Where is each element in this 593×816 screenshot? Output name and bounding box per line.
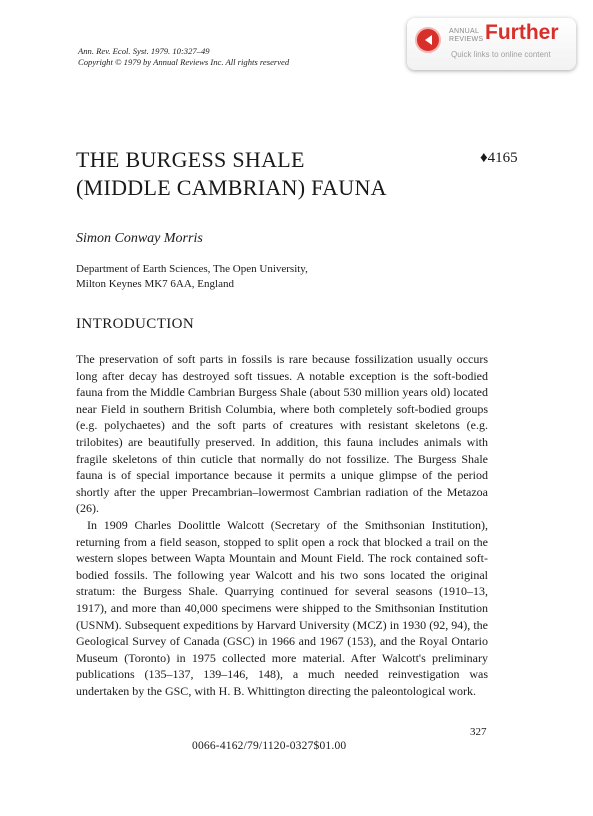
article-title (76, 146, 387, 202)
page-number: 327 (470, 726, 487, 738)
body-text (76, 351, 488, 699)
paragraph-2: In 1909 Charles Doolittle Walcott (Secretary of the Smithsonian Institution), returning from a field season, stopped to split open a rock that blocked a trail on the western slopes between Wapta Mountain and Mount Field. The rock contained soft-bodied fossils. The following year Walcott and his two sons located the original stratum: the Burgess Shale. Quarrying continued for several seasons (1910–13, 1917), and more than 40,000 specimens were shipped to the Smithsonian Institution (USNM). Subsequent expeditions by Harvard University (MCZ) in 1930 (92, 94), the Geological Survey of Canada (GSC) in 1966 and 1967 (153), and the Royal Ontario Museum (Toronto) in 1975 collected more material. After Walcott's preliminary publications (135–137, 139–146, 148), a much needed reinvestigation was undertaken by the GSC, with H. B. Whittington directing the paleontological work. (76, 517, 488, 698)
section-heading: INTRODUCTION (76, 316, 195, 332)
title-line-1: THE BURGESS SHALE (76, 147, 305, 172)
journal-citation (78, 46, 289, 68)
title-line-2: (MIDDLE CAMBRIAN) FAUNA (76, 175, 387, 200)
author-affiliation (76, 262, 308, 292)
article-code: ♦4165 (480, 150, 518, 166)
paragraph-1: The preservation of soft parts in fossils is rare because fossilization usually occurs long after decay has destroyed soft tissues. A notable exception is the soft-bodied fauna from the Middle Cambrian Burgess Shale (about 530 million years old) located near Field in southern British Columbia, where both completely soft-bodied groups (e.g. polychaetes) and the soft parts of creatures with resistant skeletons (e.g. trilobites) are beautifully preserved. In addition, this fauna includes animals with fragile skeletons of thin cuticle that normally do not fossilize. The Burgess Shale fauna is of special importance because it permits a unique glimpse of the period shortly after the upper Precambrian–lowermost Cambrian radiation of the Metazoa (26). (76, 352, 488, 516)
back-arrow-icon (415, 27, 441, 53)
citation-line-2: Copyright © 1979 by Annual Reviews Inc. All rights reserved (78, 57, 290, 67)
author-name: Simon Conway Morris (76, 231, 203, 246)
footer-code: 0066-4162/79/1120-0327$01.00 (192, 740, 347, 752)
affiliation-line-2: Milton Keynes MK7 6AA, England (76, 278, 234, 290)
annual-reviews-further-banner[interactable] (407, 18, 576, 70)
further-label: Further (485, 21, 559, 44)
annual-reviews-wordmark: ANNUAL REVIEWS (449, 28, 484, 43)
quick-links-subtitle: Quick links to online content (451, 50, 551, 59)
affiliation-line-1: Department of Earth Sciences, The Open University, (76, 263, 308, 275)
citation-line-1: Ann. Rev. Ecol. Syst. 1979. 10:327–49 (78, 46, 210, 56)
